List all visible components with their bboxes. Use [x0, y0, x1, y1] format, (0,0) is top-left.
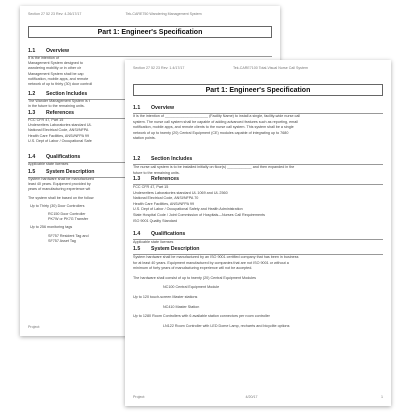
body-text-line: network of up to thirty (30) door controll: [28, 82, 93, 86]
section-number: 1.3: [28, 110, 36, 116]
body-text-line: Health Care Facilities, ANSI/NFPA 99: [28, 133, 90, 138]
body-text-line: State Hospital Code / Joint Commission of Hospitals—Nurses Call Requirements: [133, 213, 265, 217]
body-text-line: Management System designed to: [28, 61, 83, 66]
body-text-line: for at least 40 years. Equipment manufactured by companies that are not ISO 9001 or without a: [133, 260, 289, 265]
body-text-line: Up to 256 monitoring tags: [30, 225, 73, 230]
section-title: Section Includes: [151, 156, 193, 162]
section-number: 1.4: [28, 154, 36, 160]
body-text-line: Up to Thirty (30) Door Controllers: [30, 203, 85, 208]
body-text-line: Up to 1280 Room Controllers with 6 available station connectors per room controller: [133, 314, 270, 319]
section-number: 1.3: [133, 176, 141, 182]
body-text-line: Underwriters Laboratories standard UL 1069 and UL 2560: [133, 190, 228, 195]
section-number: 1.1: [28, 48, 36, 54]
body-text-line: FCC CFR 47, Part 15: [28, 118, 64, 122]
body-text-line: notification, mobile apps, and remote clients to the nurse call system. This system shall be a single: [133, 125, 294, 130]
page-title: Part 1: Engineer's Specification: [133, 84, 383, 96]
header-right: Tek-CARE7100 Total-Visual Nurse Call System: [233, 66, 308, 70]
body-text-line: Applicable state licenses: [133, 240, 174, 244]
body-text-line: minimum of forty years of manufacturing experience will not be accepted.: [133, 266, 253, 271]
section-title: Qualifications: [151, 231, 186, 237]
header-left: Section 27 52 23 Rev: 1.4/17/17: [133, 66, 185, 70]
body-text-line: Management System shall be cap: [28, 71, 84, 76]
body-text-line: PK7W or PK7G Transfer: [48, 217, 89, 222]
section-number: 1.5: [133, 246, 141, 252]
body-text-line: RC150 Door Controller: [48, 212, 86, 216]
body-text-line: The system shall be based on the follow: [28, 195, 94, 200]
body-text-line: in the future to the remaining units.: [28, 104, 85, 109]
body-text-line: wandering mobility or in other cir: [28, 66, 82, 71]
section-title: Section Includes: [46, 91, 88, 97]
body-text-line: LN122 Room Controller with LED Dome Lamp, recharrts and bicyclite options: [163, 323, 290, 328]
section-number: 1.2: [133, 156, 141, 162]
body-text-line: station points.: [133, 136, 156, 141]
section-title: References: [151, 176, 179, 182]
body-text-line: NC410 Master Station: [163, 304, 200, 309]
section-heading: [133, 156, 383, 165]
body-text-line: The hardware shall consist of up to twenty (20) Central Equipment Modules: [133, 275, 256, 280]
section-title: Overview: [46, 48, 70, 54]
body-text-line: SF757 Asset Tag: [48, 238, 76, 243]
page-header: [133, 66, 383, 72]
body-text-line: NC100 Central Equipment Module: [163, 285, 220, 290]
body-text-line: System hardware shall be manufactured: [28, 177, 94, 181]
section-title: References: [46, 110, 74, 116]
section-number: 1.1: [133, 105, 141, 111]
body-text-line: least 40 years. Equipment provided by: [28, 182, 91, 187]
header-left: Section 27 52 23 Rev: 4.26/17/17: [28, 12, 82, 16]
body-text-line: system. The nurse call system shall be capable of adding advanced features such as reporting, email: [133, 119, 298, 124]
section-heading: [133, 246, 383, 255]
body-text-line: The nurse call system is to be installed initially on floor(s) ____________ and then expanded in the: [133, 165, 295, 169]
body-text-line: future to the remaining units.: [133, 170, 180, 175]
section-title: Qualifications: [46, 154, 81, 160]
body-text-line: network of up to twenty (20) Central Equipment (CE) modules capable of integrating up to 7680: [133, 130, 289, 135]
body-text-line: Health Care Facilities, ANSI/NFPA 99: [133, 201, 195, 206]
body-text-line: Applicable state licenses: [28, 162, 69, 166]
body-text-line: Underwriters Laboratories standard UL: [28, 123, 92, 128]
header-right: Tek-CARE750 Wandering Management System: [125, 12, 202, 16]
body-text-line: Up to 120 touch-screen Master stations: [133, 295, 198, 299]
body-text-line: notification, mobile apps, and remote: [28, 76, 89, 81]
section-number: 1.5: [28, 169, 36, 175]
front-spec-page: [125, 60, 391, 406]
body-text-line: U.S. Dept of Labor / Occupational Safety and Health Administration: [133, 207, 243, 212]
section-title: System Description: [151, 246, 200, 252]
body-text-line: FCC CFR 47, Part 15: [133, 185, 169, 189]
body-text-line: System hardware shall be manufactured by an ISO 9001 certified company that has been in business: [133, 255, 299, 259]
page-header: [28, 12, 272, 18]
body-text-line: The Wander Management System is t: [28, 99, 90, 103]
section-number: 1.4: [133, 231, 141, 237]
section-title: System Description: [46, 169, 95, 175]
section-heading: [133, 231, 383, 240]
body-text-line: U.S. Dept of Labor / Occupational Safe: [28, 138, 92, 143]
body-text-line: SF757 Resident Tag and: [48, 233, 89, 238]
section-heading: [133, 176, 383, 185]
page-title: Part 1: Engineer's Specification: [28, 26, 272, 38]
body-text-line: National Electrical Code, ANSI/NFPA 70: [133, 196, 199, 201]
footer-center: 4/20/17: [245, 395, 258, 399]
body-text-line: years of manufacturing experience wit: [28, 187, 91, 192]
section-heading: [133, 105, 383, 114]
body-text-line: ISO 9001 Quality Standard: [133, 218, 178, 223]
body-text-line: National Electrical Code, ANSI/NFPA: [28, 128, 89, 133]
section-title: Overview: [151, 105, 175, 111]
page-footer: [133, 395, 383, 399]
footer-right: 1: [381, 395, 383, 399]
body-text-line: It is the intention of: [28, 56, 59, 60]
section-number: 1.2: [28, 91, 36, 97]
footer-left: Project:: [133, 395, 146, 399]
body-text-line: It is the intention of _____________________ (Facility Name) to install a single, facility-wide nurse call: [133, 114, 301, 118]
footer-left: Project:: [28, 325, 41, 329]
